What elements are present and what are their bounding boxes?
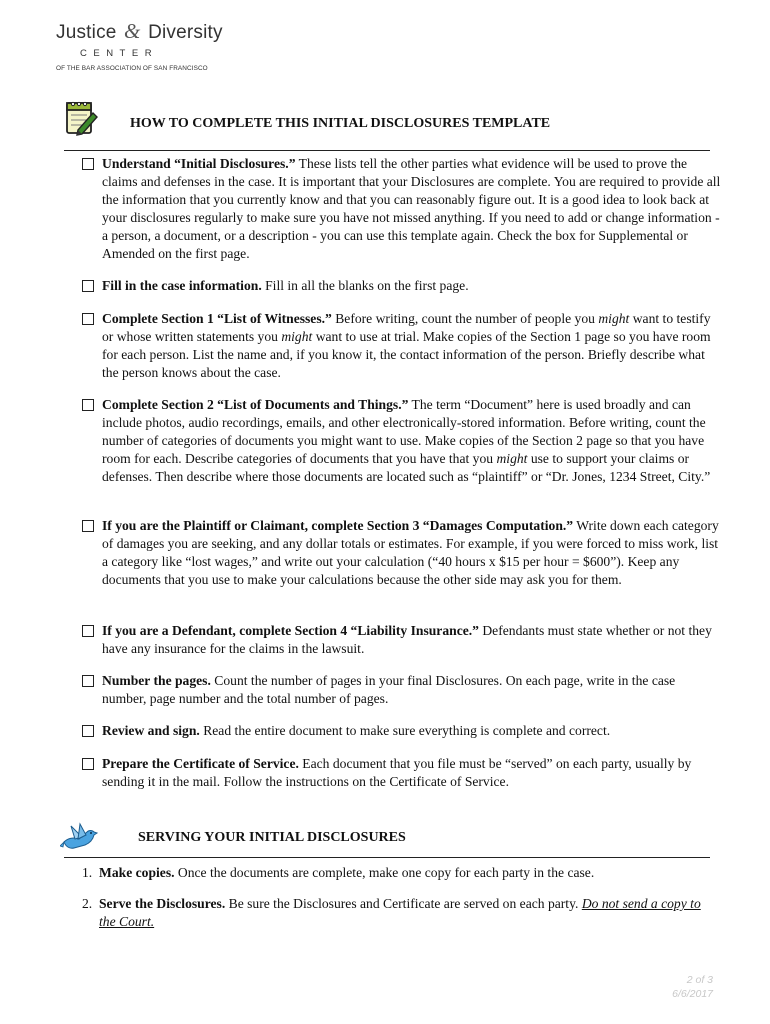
checklist-item-understand — [82, 155, 722, 263]
item-heading: Fill in the case information. — [102, 278, 262, 293]
item-emphasis: Do not send a copy to the Court. — [99, 896, 701, 929]
item-text: want to testify or whose written statements you — [102, 311, 711, 344]
item-text: Once the documents are complete, make one copy for each party in the case. — [174, 865, 595, 880]
item-emphasis: might — [496, 451, 528, 466]
item-heading: If you are a Defendant, complete Section 4 “Liability Insurance.” — [102, 623, 479, 638]
item-heading: Complete Section 1 “List of Witnesses.” — [102, 311, 332, 326]
checkbox[interactable] — [82, 313, 94, 325]
item-text: want to use at trial. Make copies of the Section 1 page so you have room for each person. List the name and, if you know it, the contact information of the person. Briefly describe what the person knows about the case. — [102, 329, 711, 380]
item-text: Write down each category of damages you are seeking, and any dollar totals or estimates. For example, if you were forced to miss work, list a category like “lost wages,” and write out your calculation (“40 hours x $15 per hour = $600”). Keep any documents that you use to make your calculations because the other side may ask you for them. — [102, 518, 719, 587]
notepad-icon — [64, 100, 98, 136]
checkbox[interactable] — [82, 675, 94, 687]
page-footer — [672, 973, 713, 1001]
item-heading: If you are the Plaintiff or Claimant, complete Section 3 “Damages Computation.” — [102, 518, 574, 533]
logo-center-label: CENTER — [80, 48, 159, 59]
item-text: use to support your claims or defenses. Then describe where those documents are located such as “plaintiff” or “Dr. Jones, 1234 Street, City.” — [102, 451, 711, 484]
checklist-item-number-pages — [82, 672, 722, 708]
item-heading: Prepare the Certificate of Service. — [102, 756, 299, 771]
item-emphasis: might — [598, 311, 630, 326]
logo-word-diversity: Diversity — [148, 22, 223, 43]
footer-date: 6/6/2017 — [672, 988, 713, 1000]
item-text: These lists tell the other parties what evidence will be used to prove the claims and defenses in the case. It is important that your Disclosures are complete. You are required to provide all the information that you currently know and that you can reasonably figure out. It is a good idea to look back at your disclosures regularly to make sure you have not missed anything. If you need to add or change information - a person, a document, or a description - you can use this template again. Check the box for Supplemental or Amended on the first page. — [102, 156, 721, 261]
item-number: 1. — [82, 865, 93, 880]
item-heading: Serve the Disclosures. — [99, 896, 226, 911]
numbered-item-make-copies — [82, 864, 702, 882]
item-text: Each document that you file must be “served” on each party, usually by sending it in the mail. Follow the instructions on the Certificate of Service. — [102, 756, 692, 789]
page-number: 2 of 3 — [686, 974, 713, 986]
checklist-item-review-sign — [82, 722, 722, 740]
checkbox[interactable] — [82, 520, 94, 532]
checkbox[interactable] — [82, 725, 94, 737]
section-title-how-to-complete: HOW TO COMPLETE THIS INITIAL DISCLOSURES TEMPLATE — [130, 116, 551, 131]
item-text: The term “Document” here is used broadly and can include photos, audio recordings, emails, and other electronically-stored information. Before writing, count the number of categories of documents you might want to use. Make copies of the Section 2 page so that you have room for each. Describe categories of documents that you have that you — [102, 397, 706, 466]
organization-logo — [56, 20, 236, 72]
item-text: Read the entire document to make sure everything is complete and correct. — [199, 723, 611, 738]
checklist-item-case-info — [82, 277, 722, 295]
logo-ampersand: & — [124, 19, 141, 43]
checklist-item-documents — [82, 396, 722, 486]
checkbox[interactable] — [82, 399, 94, 411]
checklist-item-insurance — [82, 622, 722, 658]
section-title-serving: SERVING YOUR INITIAL DISCLOSURES — [138, 830, 406, 845]
checklist-item-certificate — [82, 755, 722, 791]
item-heading: Make copies. — [99, 865, 175, 880]
logo-subtitle: OF THE BAR ASSOCIATION OF SAN FRANCISCO — [56, 65, 208, 72]
checklist-item-damages — [82, 517, 722, 589]
logo-word-justice: Justice — [56, 22, 117, 43]
item-text: Count the number of pages in your final Disclosures. On each page, write in the case number, page number and the total number of pages. — [102, 673, 676, 706]
section-divider — [64, 150, 710, 151]
item-heading: Complete Section 2 “List of Documents and Things.” — [102, 397, 409, 412]
checkbox[interactable] — [82, 280, 94, 292]
item-text: Fill in all the blanks on the first page. — [261, 278, 469, 293]
item-heading: Understand “Initial Disclosures.” — [102, 156, 296, 171]
item-text: Defendants must state whether or not they have any insurance for the claims in the lawsuit. — [102, 623, 712, 656]
numbered-item-serve — [82, 895, 702, 931]
item-text: Before writing, count the number of people you — [331, 311, 599, 326]
item-heading: Number the pages. — [102, 673, 211, 688]
item-text: Be sure the Disclosures and Certificate are served on each party. — [225, 896, 582, 911]
section-divider — [64, 857, 710, 858]
item-number: 2. — [82, 896, 93, 911]
checkbox[interactable] — [82, 625, 94, 637]
checkbox[interactable] — [82, 158, 94, 170]
logo-title — [56, 20, 236, 44]
item-heading: Review and sign. — [102, 723, 200, 738]
checklist-item-witnesses — [82, 310, 722, 382]
bird-icon — [60, 822, 100, 854]
item-emphasis: might — [281, 329, 313, 344]
checkbox[interactable] — [82, 758, 94, 770]
